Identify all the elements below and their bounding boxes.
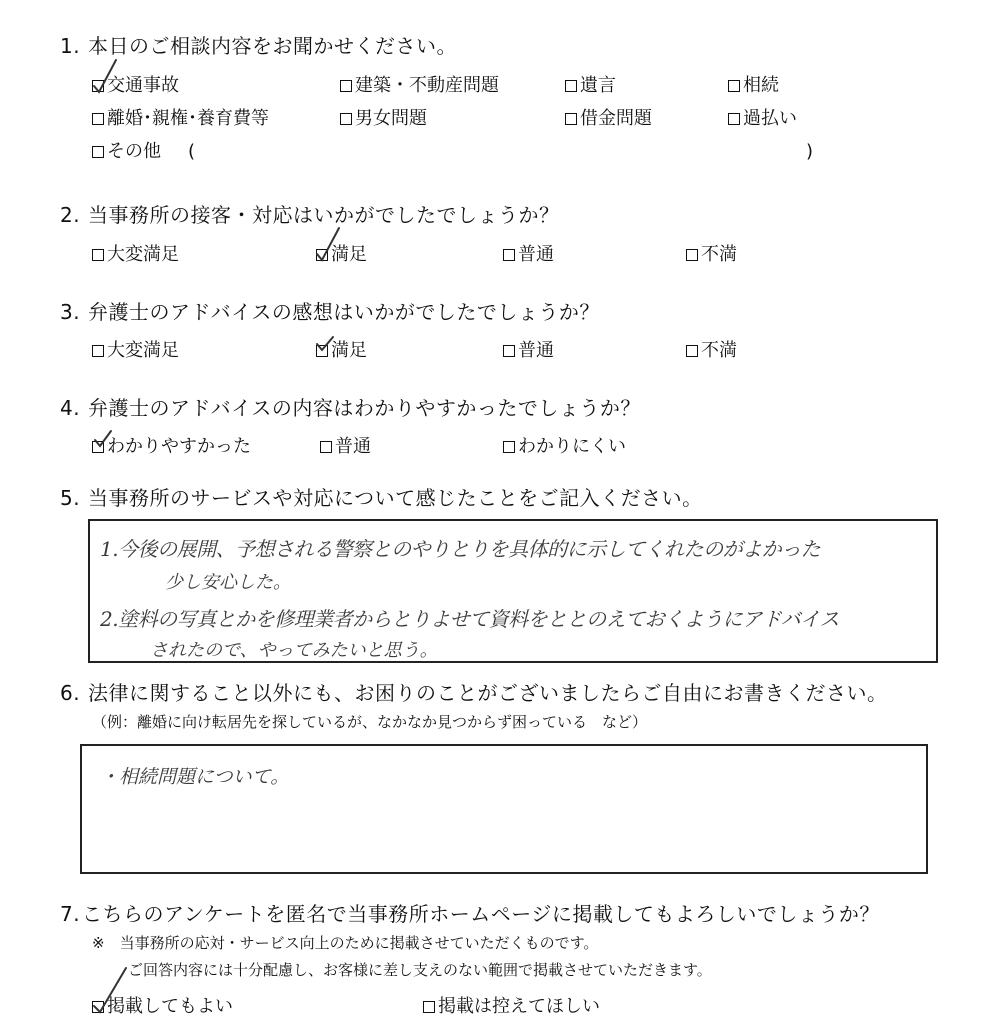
checkbox[interactable]: [92, 113, 104, 125]
question-2: [60, 203, 560, 227]
q2-option-very-satisfied[interactable]: [92, 244, 179, 266]
checkbox[interactable]: [565, 80, 577, 92]
option-label: 交通事故: [107, 75, 179, 96]
q2-option-average[interactable]: [503, 244, 554, 266]
option-label: 過払い: [743, 108, 797, 129]
q2-option-dissatisfied[interactable]: [686, 244, 737, 266]
q4-option-average[interactable]: [320, 436, 371, 458]
checkbox[interactable]: [92, 345, 104, 357]
checkbox[interactable]: [340, 113, 352, 125]
checkbox[interactable]: [565, 113, 577, 125]
question-number: 1.: [60, 34, 81, 58]
checkmark-icon: [314, 334, 336, 354]
question-1: [60, 34, 457, 58]
question-5: [60, 486, 703, 510]
question-number: 5.: [60, 486, 81, 510]
q3-option-dissatisfied[interactable]: [686, 340, 737, 362]
checkmark-icon: [90, 58, 120, 94]
question-number: 3.: [60, 300, 81, 324]
question-number: 2.: [60, 203, 81, 227]
option-label: わかりやすかった: [107, 436, 251, 457]
question-6: [60, 681, 888, 705]
question-text: 弁護士のアドバイスの感想はいかがでしたでしょうか？: [88, 300, 600, 324]
question-text: 弁護士のアドバイスの内容はわかりやすかったでしょうか？: [88, 396, 641, 420]
checkbox[interactable]: [92, 249, 104, 261]
checkmark-icon: [92, 428, 114, 450]
option-label: 不満: [701, 244, 737, 265]
option-relationship[interactable]: [340, 108, 427, 130]
option-label: わかりにくい: [518, 436, 626, 457]
q3-option-average[interactable]: [503, 340, 554, 362]
checkbox[interactable]: [686, 345, 698, 357]
option-label: 男女問題: [355, 108, 427, 129]
q7-note-2: ご回答内容には十分配慮し、お客様に差し支えのない範囲で掲載させていただきます。: [128, 961, 712, 979]
option-label: 相続: [743, 75, 779, 96]
question-text: 当事務所のサービスや対応について感じたことをご記入ください。: [88, 486, 703, 510]
option-label: 掲載してもよい: [107, 996, 233, 1017]
option-inheritance[interactable]: [728, 75, 779, 97]
question-4: [60, 396, 641, 420]
option-overpayment[interactable]: [728, 108, 797, 130]
option-label: 借金問題: [580, 108, 652, 129]
question-text: 法律に関すること以外にも、お困りのことがございましたらご自由にお書きください。: [88, 681, 888, 705]
option-label: 満足: [331, 244, 367, 265]
option-label: 普通: [518, 244, 554, 265]
option-construction-realestate[interactable]: [340, 75, 499, 97]
option-label: 大変満足: [107, 340, 179, 361]
option-label: その他: [107, 141, 161, 162]
handwritten-answer-line-1: 1.今後の展開、予想される警察とのやりとりを具体的に示してくれたのがよかった: [100, 537, 821, 561]
checkbox[interactable]: [92, 146, 104, 158]
question-text: 本日のご相談内容をお聞かせください。: [88, 34, 457, 58]
handwritten-answer-line-4: されたので、やってみたいと思う。: [150, 640, 438, 661]
checkbox[interactable]: [423, 1001, 435, 1013]
option-will[interactable]: [565, 75, 616, 97]
checkbox[interactable]: [503, 249, 515, 261]
checkbox[interactable]: [503, 345, 515, 357]
question-number: 4.: [60, 396, 81, 420]
option-label: 掲載は控えてほしい: [438, 996, 600, 1017]
q4-option-easy[interactable]: [92, 436, 251, 458]
option-label: 普通: [335, 436, 371, 457]
q3-option-very-satisfied[interactable]: [92, 340, 179, 362]
checkbox[interactable]: [728, 80, 740, 92]
checkmark-icon: [90, 966, 130, 1014]
q4-option-hard[interactable]: [503, 436, 626, 458]
checkbox[interactable]: [503, 441, 515, 453]
checkbox[interactable]: [686, 249, 698, 261]
q6-example: （例：離婚に向け転居先を探しているが、なかなか見つからず困っている など）: [92, 713, 648, 731]
question-text: 当事務所の接客・対応はいかがでしたでしょうか？: [88, 203, 560, 227]
checkbox[interactable]: [728, 113, 740, 125]
option-label: 満足: [331, 340, 367, 361]
other-close-paren: ): [806, 141, 814, 162]
q7-option-decline[interactable]: [423, 996, 600, 1018]
option-divorce[interactable]: [92, 108, 269, 130]
option-other[interactable]: [92, 141, 161, 163]
option-label: 遺言: [580, 75, 616, 96]
checkbox[interactable]: [320, 441, 332, 453]
question-number: 7.: [60, 902, 81, 926]
option-label: 建築・不動産問題: [355, 75, 499, 96]
question-text: こちらのアンケートを匿名で当事務所ホームページに掲載してもよろしいでしょうか？: [82, 902, 880, 926]
option-label: 不満: [701, 340, 737, 361]
question-number: 6.: [60, 681, 81, 705]
option-debt[interactable]: [565, 108, 652, 130]
q7-note-1: ※ 当事務所の応対・サービス向上のために掲載させていただくものです。: [92, 934, 599, 952]
option-label: 大変満足: [107, 244, 179, 265]
question-7: [60, 902, 880, 926]
option-label: 離婚･親権･養育費等: [107, 108, 269, 129]
handwritten-free-answer: ・相続問題について。: [100, 766, 290, 788]
other-open-paren: (: [188, 141, 196, 162]
handwritten-answer-line-2: 少し安心した。: [165, 572, 291, 593]
handwritten-answer-line-3: 2.塗料の写真とかを修理業者からとりよせて資料をととのえておくようにアドバイス: [100, 607, 839, 631]
question-3: [60, 300, 600, 324]
option-label: 普通: [518, 340, 554, 361]
checkmark-icon: [313, 226, 343, 262]
checkbox[interactable]: [340, 80, 352, 92]
